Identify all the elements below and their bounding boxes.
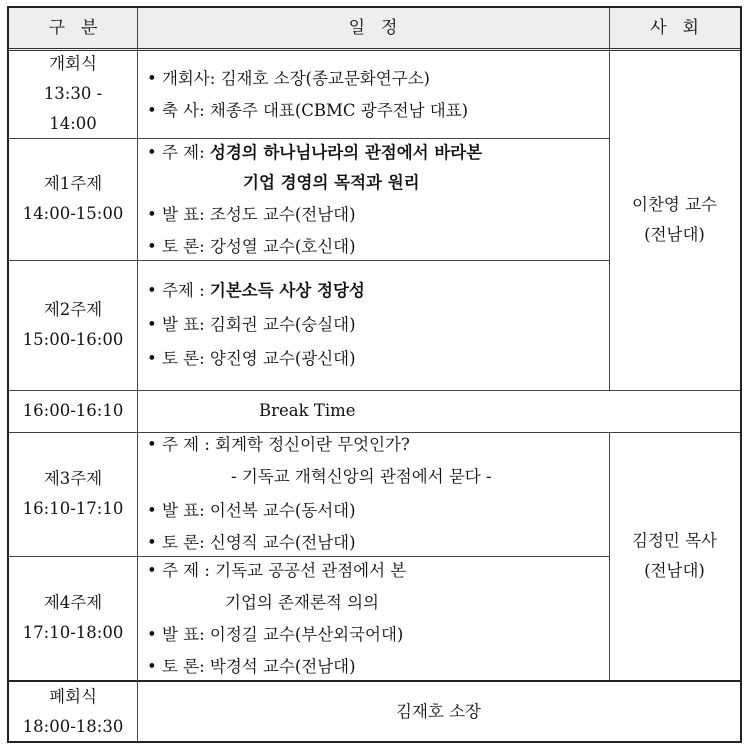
session1-topic-title: 성경의 하나님나라의 관점에서 바라본 xyxy=(209,143,483,162)
opening-time-start: 13:30 - xyxy=(43,84,103,103)
session1-topic xyxy=(147,140,482,166)
session1-label xyxy=(9,138,137,260)
session3-presenter: • 발 표: 이선복 교수(동서대) xyxy=(147,501,356,520)
opening-label xyxy=(9,50,137,138)
session2-items xyxy=(147,260,607,390)
break-row xyxy=(147,390,607,432)
session4-topic: • 주 제 : 기독교 공공선 관점에서 본 xyxy=(147,561,407,580)
session4-name: 제4주제 xyxy=(43,593,103,612)
column-rule xyxy=(137,8,138,741)
session3-topic: • 주 제 : 회계학 정신이란 무엇인가? xyxy=(147,435,410,454)
session1-topic-prefix: • 주 제: xyxy=(147,143,210,162)
moderator1 xyxy=(609,50,740,390)
opening-items xyxy=(147,60,607,130)
session2-topic-title: 기본소득 사상 정당성 xyxy=(209,281,365,300)
closing-name: 폐회식 xyxy=(49,686,97,706)
session2-label xyxy=(9,260,137,390)
session3-name: 제3주제 xyxy=(43,469,103,488)
session3-items xyxy=(147,432,607,556)
opening-name: 개회식 xyxy=(49,54,97,73)
session2-discussant: • 토 론: 양진영 교수(광신대) xyxy=(147,349,356,368)
session4-items xyxy=(147,556,607,680)
closing-label xyxy=(9,682,137,741)
session4-time: 17:10-18:00 xyxy=(22,623,124,642)
session1-presenter: • 발 표: 조성도 교수(전남대) xyxy=(147,205,356,224)
moderator2 xyxy=(609,432,740,680)
session3-subtitle: - 기독교 개혁신앙의 관점에서 묻다 - xyxy=(231,467,492,486)
session2-topic-prefix: • 주제 : xyxy=(147,281,210,300)
session1-topic-title-cont: 기업 경영의 목적과 원리 xyxy=(243,173,420,192)
moderator2-affiliation: (전남대) xyxy=(644,561,705,580)
session3-discussant: • 토 론: 신영직 교수(전남대) xyxy=(147,533,356,552)
session4-topic-cont: 기업의 존재론적 의의 xyxy=(225,593,379,612)
moderator1-affiliation: (전남대) xyxy=(644,225,705,244)
opening-time-end: 14:00 xyxy=(49,114,97,133)
closing-time: 18:00-18:30 xyxy=(22,716,124,736)
moderator2-name: 김정민 목사 xyxy=(632,531,717,550)
session1-time: 14:00-15:00 xyxy=(22,204,124,223)
session4-discussant: • 토 론: 박경석 교수(전남대) xyxy=(147,657,356,676)
header-schedule: 일정 xyxy=(348,18,414,38)
break-label: Break Time xyxy=(259,401,356,420)
session1-items xyxy=(147,138,607,260)
opening-speech: • 개회사: 김재호 소장(종교문화연구소) xyxy=(147,69,430,88)
session4-label xyxy=(9,556,137,680)
session1-name: 제1주제 xyxy=(43,174,103,193)
session4-presenter: • 발 표: 이정길 교수(부산외국어대) xyxy=(147,625,404,644)
session2-presenter: • 발 표: 김회권 교수(숭실대) xyxy=(147,315,356,334)
break-time-range: 16:00-16:10 xyxy=(22,401,124,420)
session2-time: 15:00-16:00 xyxy=(22,330,124,349)
header-moderator: 사회 xyxy=(650,18,715,38)
session3-time: 16:10-17:10 xyxy=(22,499,124,518)
session2-name: 제2주제 xyxy=(43,300,103,319)
session2-topic xyxy=(147,278,365,304)
session3-label xyxy=(9,432,137,556)
closing-content: 김재호 소장 xyxy=(396,701,481,721)
moderator1-name: 이찬영 교수 xyxy=(632,195,717,214)
header-category: 구분 xyxy=(48,18,114,38)
schedule-table xyxy=(7,6,742,743)
opening-congratulation: • 축 사: 채종주 대표(CBMC 광주전남 대표) xyxy=(147,101,469,120)
session1-discussant: • 토 론: 강성열 교수(호신대) xyxy=(147,237,356,256)
